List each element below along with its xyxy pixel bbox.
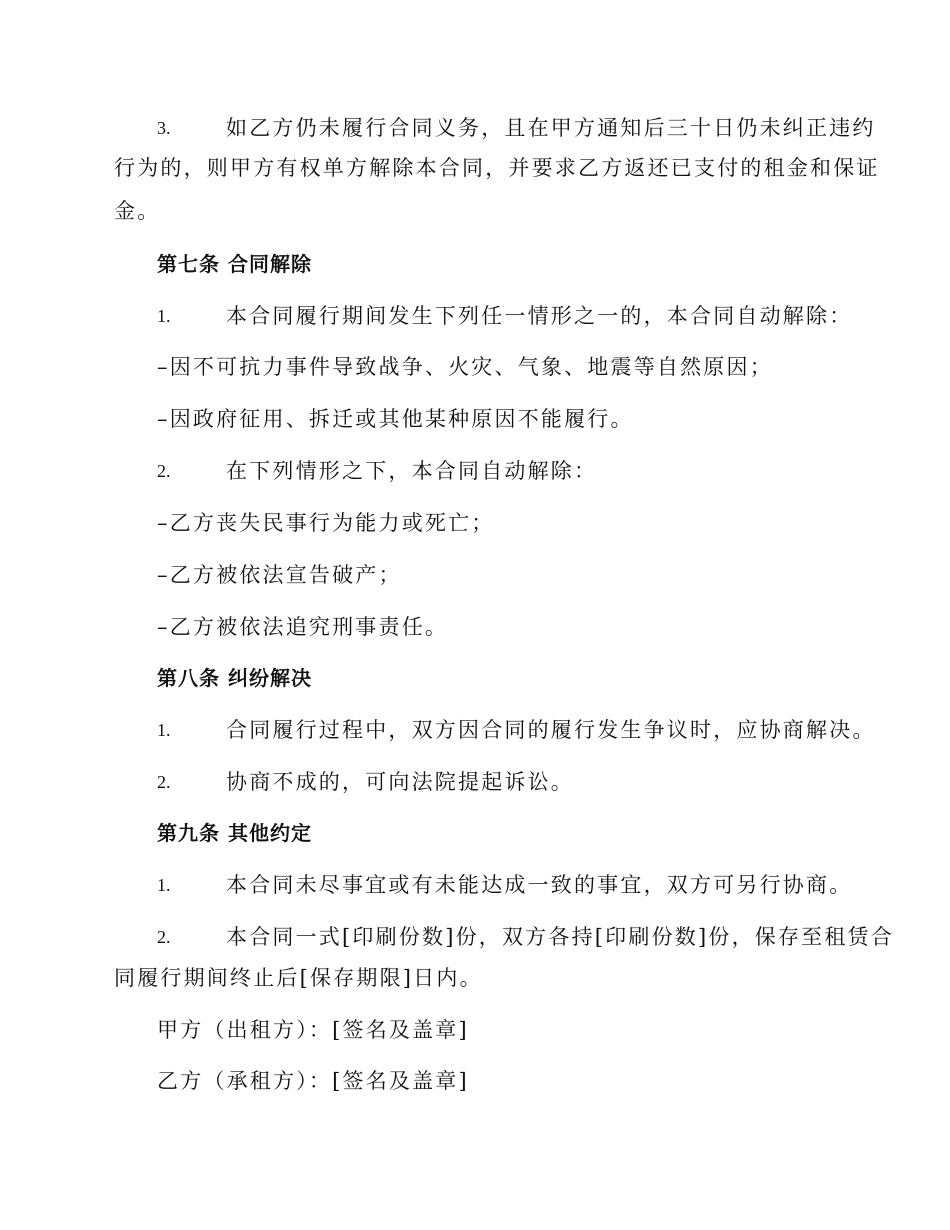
bullet-item: –因不可抗力事件导致战争、火灾、气象、地震等自然原因； (157, 355, 773, 379)
item-number: 3. (157, 118, 171, 138)
bullet-item: –因政府征用、拆迁或其他某种原因不能履行。 (157, 407, 634, 431)
paragraph-line: 行为的，则甲方有权单方解除本合同，并要求乙方返还已支付的租金和保证 (114, 156, 880, 180)
paragraph-line: 金。 (114, 199, 161, 223)
bullet-item: –乙方被依法宣告破产； (157, 563, 402, 587)
paragraph-line: 本合同一式[印刷份数]份，双方各持[印刷份数]份，保存至租赁合 (226, 925, 894, 949)
paragraph-line: 在下列情形之下，本合同自动解除： (226, 459, 598, 483)
section-heading: 第九条 其他约定 (157, 821, 312, 845)
paragraph-line: 同履行期间终止后[保存期限]日内。 (114, 966, 483, 990)
signature-line-party-a: 甲方（出租方）：[签名及盖章] (157, 1018, 469, 1042)
paragraph-line: 本合同未尽事宜或有未能达成一致的事宜，双方可另行协商。 (226, 873, 853, 897)
item-number: 2. (157, 461, 171, 481)
item-number: 1. (157, 875, 171, 895)
signature-line-party-b: 乙方（承租方）：[签名及盖章] (157, 1069, 469, 1093)
bullet-item: –乙方丧失民事行为能力或死亡； (157, 511, 495, 535)
item-number: 1. (157, 306, 171, 326)
paragraph-line: 本合同履行期间发生下列任一情形之一的，本合同自动解除： (226, 304, 853, 328)
paragraph-line: 如乙方仍未履行合同义务，且在甲方通知后三十日仍未纠正违约 (226, 116, 876, 140)
bullet-item: –乙方被依法追究刑事责任。 (157, 615, 449, 639)
item-number: 2. (157, 927, 171, 947)
paragraph-line: 协商不成的，可向法院提起诉讼。 (226, 770, 574, 794)
section-heading: 第七条 合同解除 (157, 252, 312, 276)
item-number: 2. (157, 772, 171, 792)
section-heading: 第八条 纠纷解决 (157, 666, 312, 690)
paragraph-line: 合同履行过程中，双方因合同的履行发生争议时，应协商解决。 (226, 718, 876, 742)
item-number: 1. (157, 720, 171, 740)
